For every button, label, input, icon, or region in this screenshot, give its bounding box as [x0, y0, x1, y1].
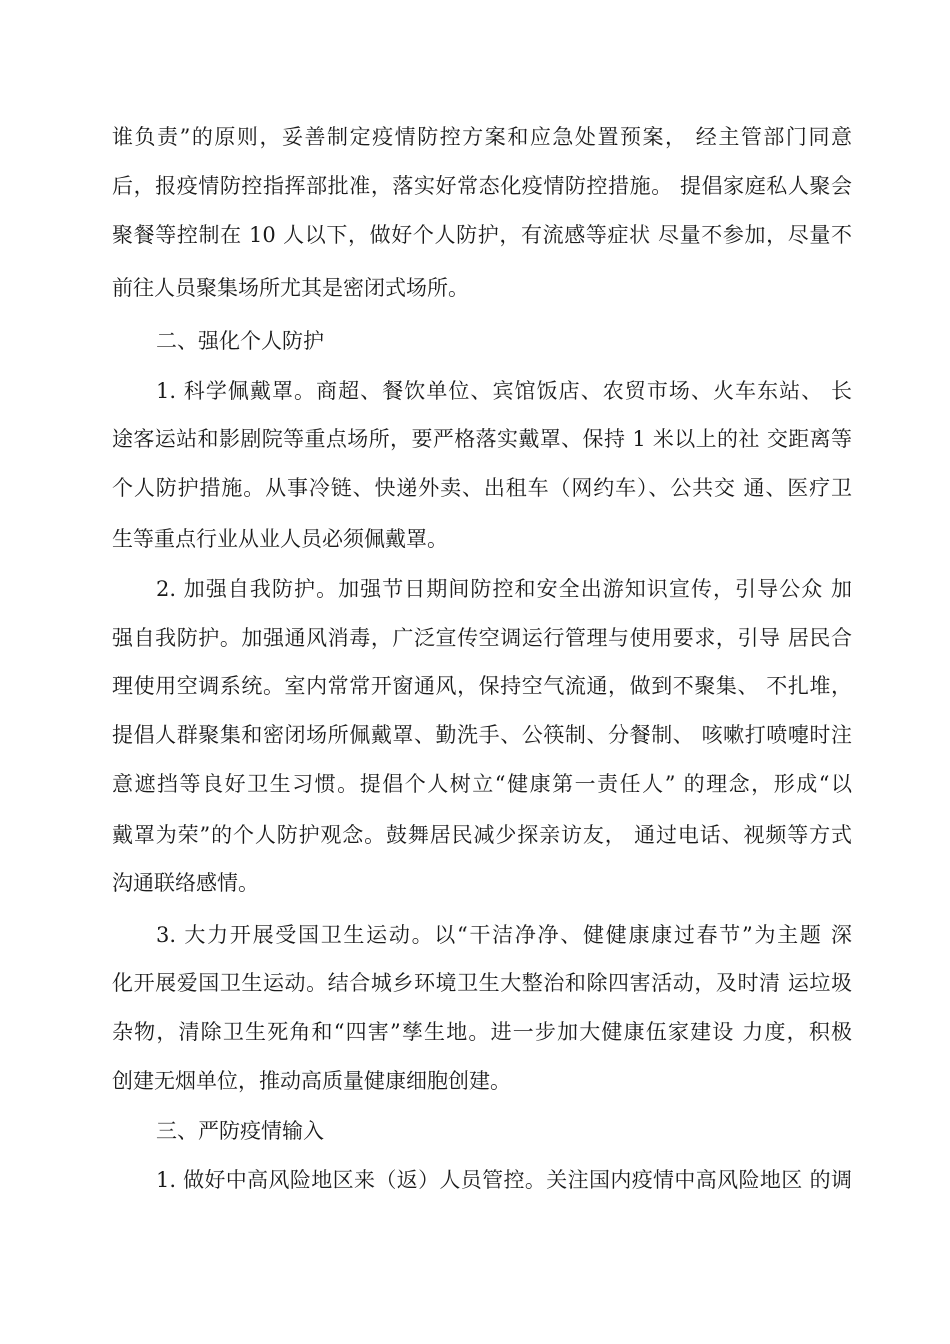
- text-line: 意遮挡等良好卫生习惯。提倡个人树立“健康第一责任人” 的理念，形成“以: [112, 772, 852, 796]
- text-line: 1. 做好中高风险地区来（返）人员管控。关注国内疫情中高风险地区 的调: [156, 1168, 852, 1192]
- section-heading: 三、严防疫情输入: [156, 1119, 324, 1143]
- text-line: 生等重点行业从业人员必须佩戴罩。: [112, 527, 448, 551]
- text-line: 途客运站和影剧院等重点场所，要严格落实戴罩、保持 1 米以上的社 交距离等: [112, 427, 852, 451]
- text-line: 3. 大力开展受国卫生运动。以“干洁净净、健健康康过春节”为主题 深: [156, 923, 852, 947]
- text-line: 后，报疫情防控指挥部批准，落实好常态化疫情防控措施。 提倡家庭私人聚会: [112, 174, 852, 198]
- text-line: 创建无烟单位，推动高质量健康细胞创建。: [112, 1069, 511, 1093]
- section-heading: 二、强化个人防护: [156, 329, 324, 353]
- text-line: 前往人员聚集场所尤其是密闭式场所。: [112, 276, 469, 300]
- text-line: 聚餐等控制在 10 人以下，做好个人防护，有流感等症状 尽量不参加，尽量不: [112, 223, 852, 247]
- text-line: 戴罩为荣”的个人防护观念。鼓舞居民减少探亲访友， 通过电话、视频等方式: [112, 823, 852, 847]
- text-line: 沟通联络感情。: [112, 871, 259, 895]
- text-line: 谁负责”的原则，妥善制定疫情防控方案和应急处置预案， 经主管部门同意: [112, 125, 852, 149]
- text-line: 理使用空调系统。室内常常开窗通风，保持空气流通，做到不聚集、 不扎堆，: [112, 674, 852, 698]
- text-line: 2. 加强自我防护。加强节日期间防控和安全出游知识宣传，引导公众 加: [156, 577, 852, 601]
- text-line: 化开展爱国卫生运动。结合城乡环境卫生大整治和除四害活动，及时清 运垃圾: [112, 971, 852, 995]
- text-line: 杂物，清除卫生死角和“四害”孳生地。进一步加大健康伍家建设 力度，积极: [112, 1020, 852, 1044]
- text-line: 个人防护措施。从事冷链、快递外卖、出租车（网约车）、公共交 通、医疗卫: [112, 476, 852, 500]
- text-line: 强自我防护。加强通风消毒，广泛宣传空调运行管理与使用要求，引导 居民合: [112, 626, 852, 650]
- text-line: 提倡人群聚集和密闭场所佩戴罩、勤洗手、公筷制、分餐制、 咳嗽打喷嚏时注: [112, 723, 852, 747]
- text-line: 1. 科学佩戴罩。商超、餐饮单位、宾馆饭店、农贸市场、火车东站、 长: [156, 379, 852, 403]
